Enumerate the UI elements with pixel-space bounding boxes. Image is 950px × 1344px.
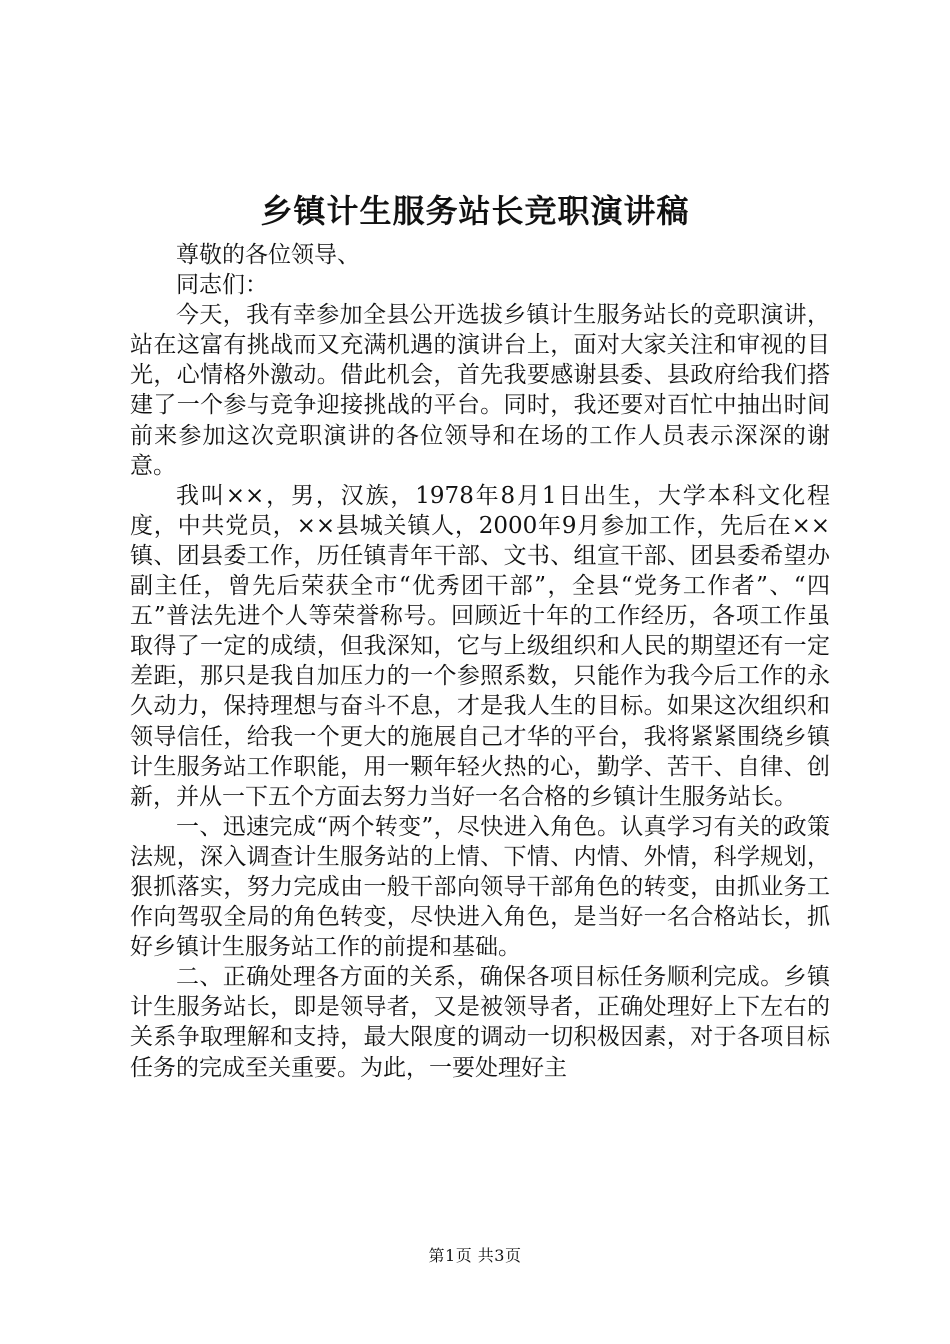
body-paragraph: 一、迅速完成“两个转变”，尽快进入角色。认真学习有关的政策法规，深入调查计生服务站的上情、下情、内情、外情，科学规划，狠抓落实，努力完成由一般干部向领导干部角色的转变，由抓业务工作向驾驭全局的角色转变，尽快进入角色，是当好一名合格站长，抓好乡镇计生服务站工作的前提和基础。 <box>130 813 830 961</box>
document-body <box>130 240 830 1083</box>
salutation-line: 尊敬的各位领导、 <box>176 242 360 268</box>
body-paragraph: 我叫××，男，汉族，1978年8月1日出生，大学本科文化程度，中共党员，××县城关镇人，2000年9月参加工作，先后在××镇、团县委工作，历任镇青年干部、文书、组宣干部、团县委希望办副主任，曾先后荣获全市“优秀团干部”，全县“党务工作者”、“四五”普法先进个人等荣誉称号。回顾近十年的工作经历，各项工作虽取得了一定的成绩，但我深知，它与上级组织和人民的期望还有一定差距，那只是我自加压力的一个参照系数，只能作为我今后工作的永久动力，保持理想与奋斗不息，才是我人生的目标。如果这次组织和领导信任，给我一个更大的施展自己才华的平台，我将紧紧围绕乡镇计生服务站工作职能，用一颗年轻火热的心，勤学、苦干、自律、创新，并从一下五个方面去努力当好一名合格的乡镇计生服务站长。 <box>130 482 830 810</box>
body-paragraph: 二、正确处理各方面的关系，确保各项目标任务顺利完成。乡镇计生服务站长，即是领导者，又是被领导者，正确处理好上下左右的关系争取理解和支持，最大限度的调动一切积极因素，对于各项目标任务的完成至关重要。为此，一要处理好主 <box>130 964 830 1081</box>
body-paragraph: 今天，我有幸参加全县公开选拔乡镇计生服务站长的竞职演讲，站在这富有挑战而又充满机遇的演讲台上，面对大家关注和审视的目光，心情格外激动。借此机会，首先我要感谢县委、县政府给我们搭建了一个参与竞争迎接挑战的平台。同时，我还要对百忙中抽出时间前来参加这次竞职演讲的各位领导和在场的工作人员表示深深的谢意。 <box>130 302 830 479</box>
document-title: 乡镇计生服务站长竞职演讲稿 <box>260 192 690 230</box>
page-footer: 第1页 共3页 <box>428 1246 522 1265</box>
salutation-line: 同志们： <box>176 272 268 299</box>
